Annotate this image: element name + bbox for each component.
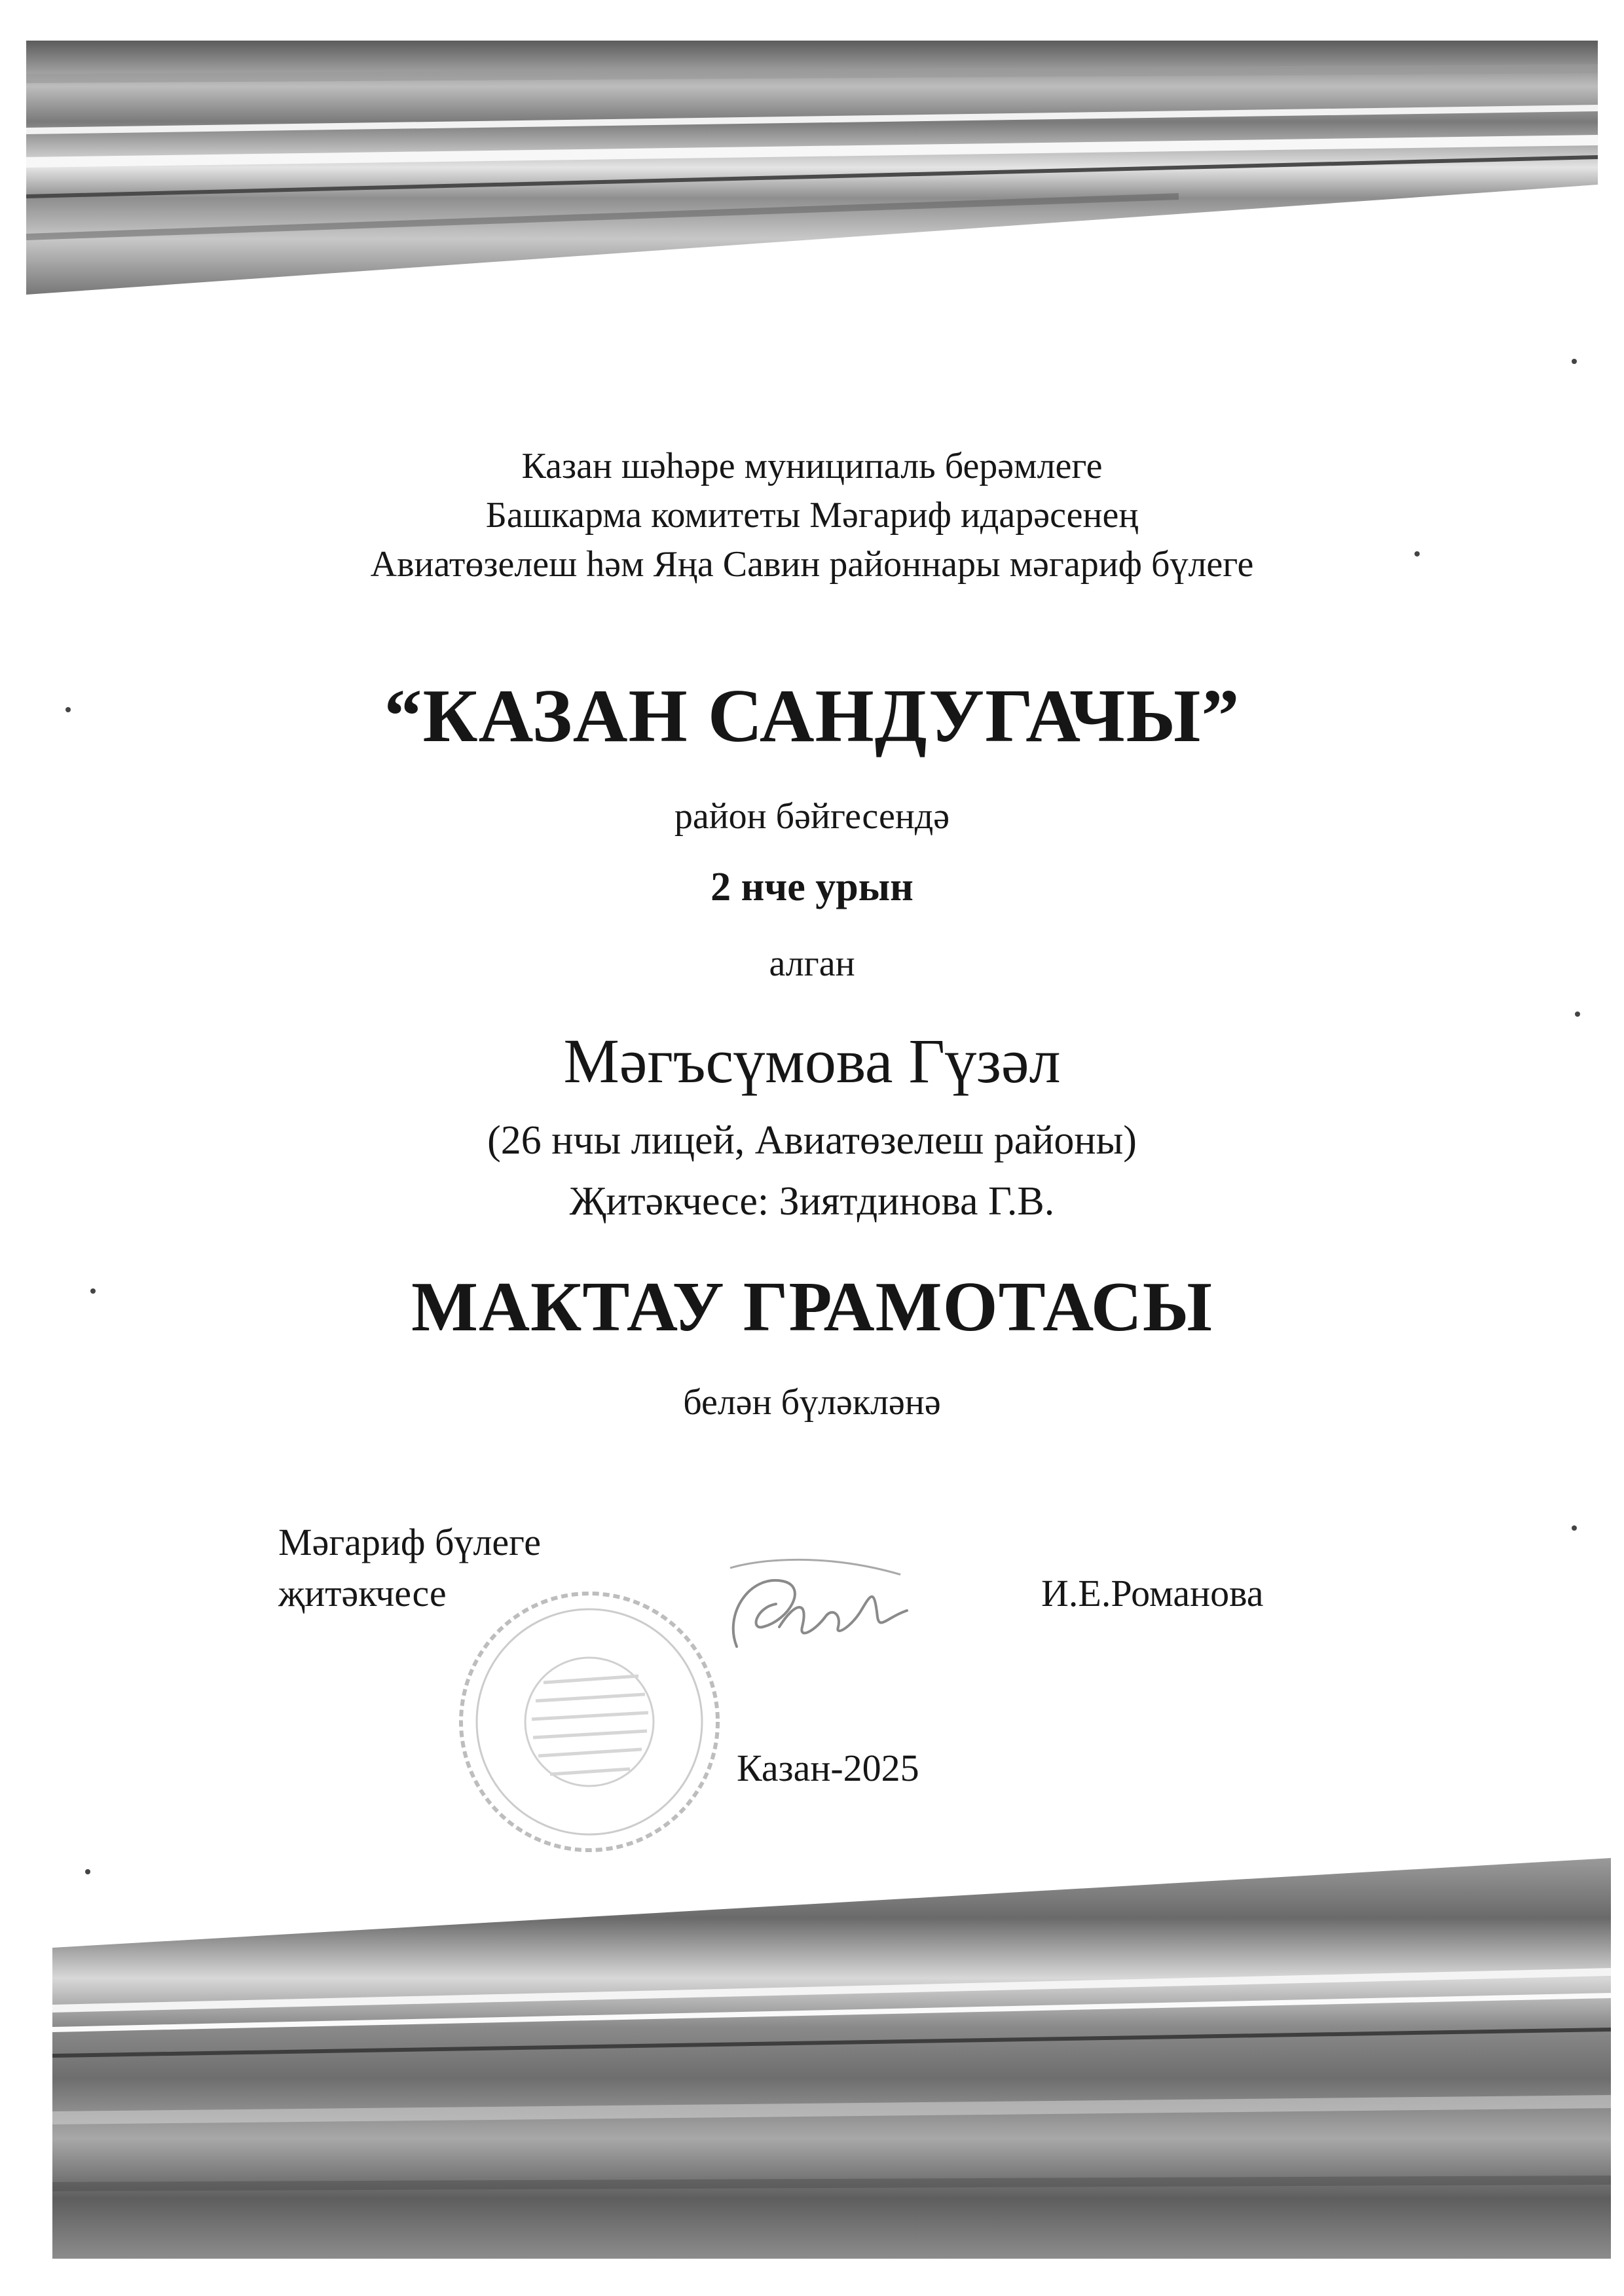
result-verb: алган: [769, 943, 855, 984]
place-and-year: Казан-2025: [737, 1747, 919, 1789]
signatory-position-line-2: җитәкчесе: [278, 1572, 447, 1614]
top-decorative-band: [0, 0, 1624, 367]
recipient-name: Мәгъсүмова Гүзәл: [563, 1026, 1061, 1096]
recipient-school: (26 нчы лицей, Авиатөзелеш районы): [487, 1118, 1137, 1163]
issuer-line-1: Казан шәһәре муниципаль берәмлеге: [521, 446, 1103, 486]
signatory-name: И.Е.Романова: [1041, 1572, 1264, 1614]
issuer-line-3: Авиатөзелеш һәм Яңа Савин районнары мәгариф бүлеге: [370, 544, 1254, 585]
recipient-supervisor: Җитәкчесе: Зиятдинова Г.В.: [569, 1179, 1055, 1224]
place-result: 2 нче урын: [710, 865, 913, 909]
scan-speck: [85, 1869, 90, 1874]
scan-speck: [1572, 359, 1577, 364]
award-caption: белән бүләкләнә: [683, 1382, 941, 1423]
award-title: МАКТАУ ГРАМОТАСЫ: [411, 1268, 1213, 1346]
handwritten-signature: [710, 1555, 920, 1679]
contest-title: “КАЗАН САНДУГАЧЫ”: [384, 674, 1240, 758]
scan-speck: [1575, 1011, 1580, 1017]
issuer-line-2: Башкарма комитеты Мәгариф идарәсенең: [485, 495, 1139, 536]
signatory-position-line-1: Мәгариф бүлеге: [278, 1521, 541, 1563]
scan-speck: [1572, 1525, 1577, 1531]
contest-caption: район бәйгесендә: [674, 796, 950, 837]
official-stamp: [452, 1584, 727, 1859]
